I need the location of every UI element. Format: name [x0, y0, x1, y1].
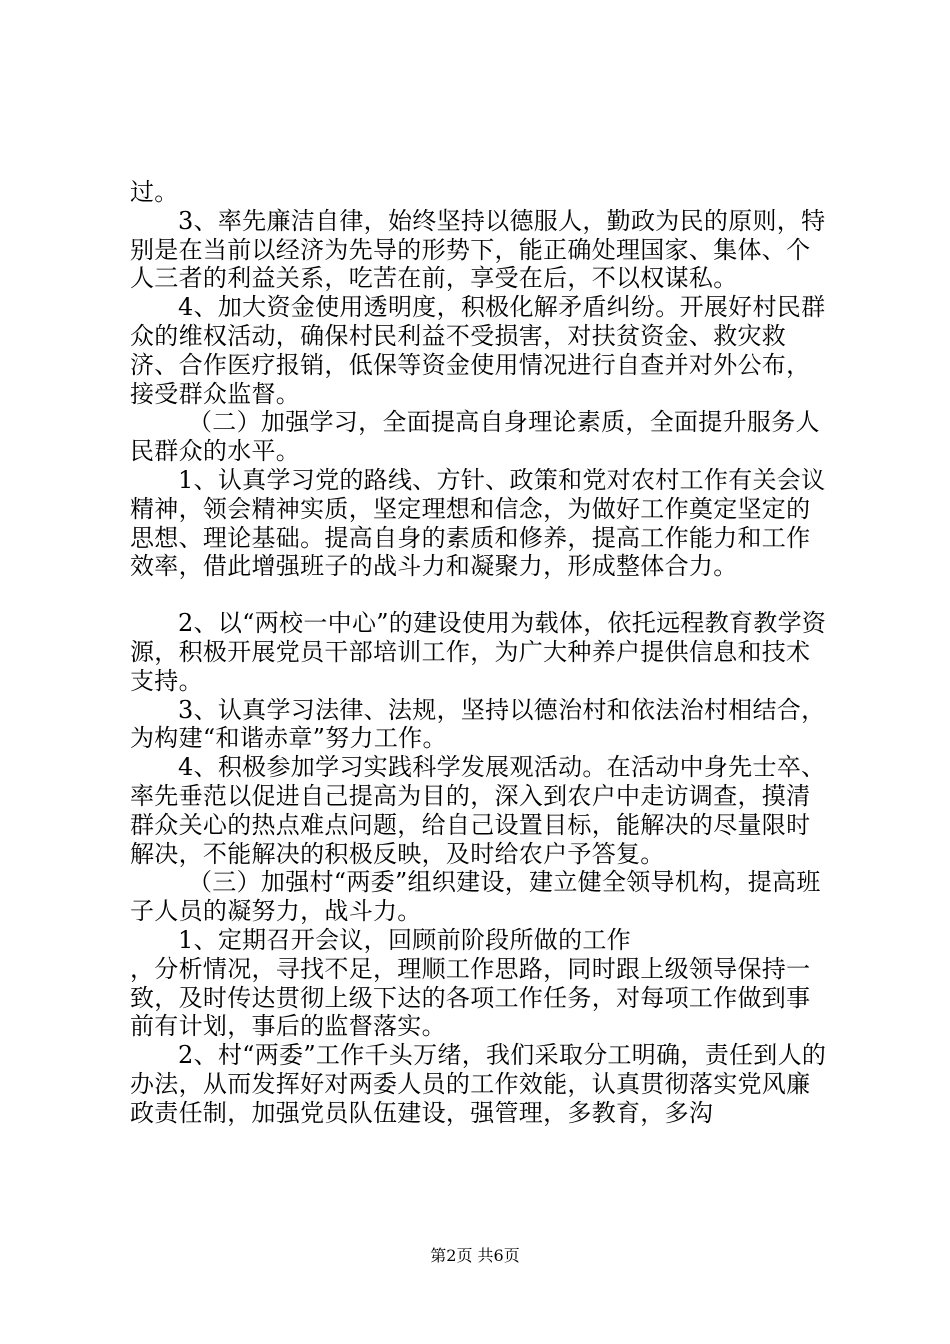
paragraph-item-1-meetings-continued: ，分析情况，寻找不足，理顺工作思路，同时跟上级领导保持一致，及时传达贯彻上级下达的各项工作任务，对每项工作做到事前有计划，事后的监督落实。 — [130, 954, 811, 1041]
paragraph-item-4-fund-transparency: 4、加大资金使用透明度，积极化解矛盾纠纷。开展好村民群众的维权活动，确保村民利益不受损害，对扶贫资金、救灾救济、合作医疗报销，低保等资金使用情况进行自查并对外公布，接受群众监督。 — [130, 293, 826, 408]
page-footer: 第2页 共6页 — [430, 1246, 520, 1265]
paragraph-item-1-meetings: 1、定期召开会议，回顾前阶段所做的工作 — [178, 925, 631, 954]
paragraph-item-3-law-study: 3、认真学习法律、法规，坚持以德治村和依法治村相结合，为构建“和谐赤章”努力工作。 — [130, 695, 826, 753]
section-heading-2-study: （二）加强学习，全面提高自身理论素质，全面提升服务人民群众的水平。 — [130, 408, 820, 466]
paragraph-item-1-party-line: 1、认真学习党的路线、方针、政策和党对农村工作有关会议精神，领会精神实质，坚定理想和信念，为做好工作奠定坚定的思想、理论基础。提高自身的素质和修养，提高工作能力和工作效率，借此增强班子的战斗力和凝聚力，形成整体合力。 — [130, 465, 826, 581]
paragraph-item-2-remote-education: 2、以“两校一中心”的建设使用为载体，依托远程教育教学资源，积极开展党员干部培训工作，为广大种养户提供信息和技术支持。 — [130, 609, 827, 695]
paragraph-item-2-division-of-labor: 2、村“两委”工作千头万绪，我们采取分工明确，责任到人的办法，从而发挥好对两委人员的工作效能，认真贯彻落实党风廉政责任制，加强党员队伍建设，强管理，多教育，多沟 — [130, 1041, 827, 1127]
section-heading-3-organization: （三）加强村“两委”组织建设，建立健全领导机构，提高班子人员的凝努力，战斗力。 — [130, 868, 821, 926]
document-body — [130, 178, 830, 1128]
paragraph-gap — [130, 581, 830, 609]
paragraph-continuation: 过。 — [130, 178, 179, 206]
paragraph-item-4-practice-activity: 4、积极参加学习实践科学发展观活动。在活动中身先士卒、率先垂范以促进自己提高为目的，深入到农户中走访调查，摸清群众关心的热点难点问题，给自己设置目标，能解决的尽量限时解决，不能解决的积极反映，及时给农户予答复。 — [130, 753, 826, 868]
paragraph-item-3-self-discipline: 3、率先廉洁自律，始终坚持以德服人，勤政为民的原则，特别是在当前以经济为先导的形势下，能正确处理国家、集体、个人三者的利益关系，吃苦在前，享受在后，不以权谋私。 — [130, 206, 826, 293]
